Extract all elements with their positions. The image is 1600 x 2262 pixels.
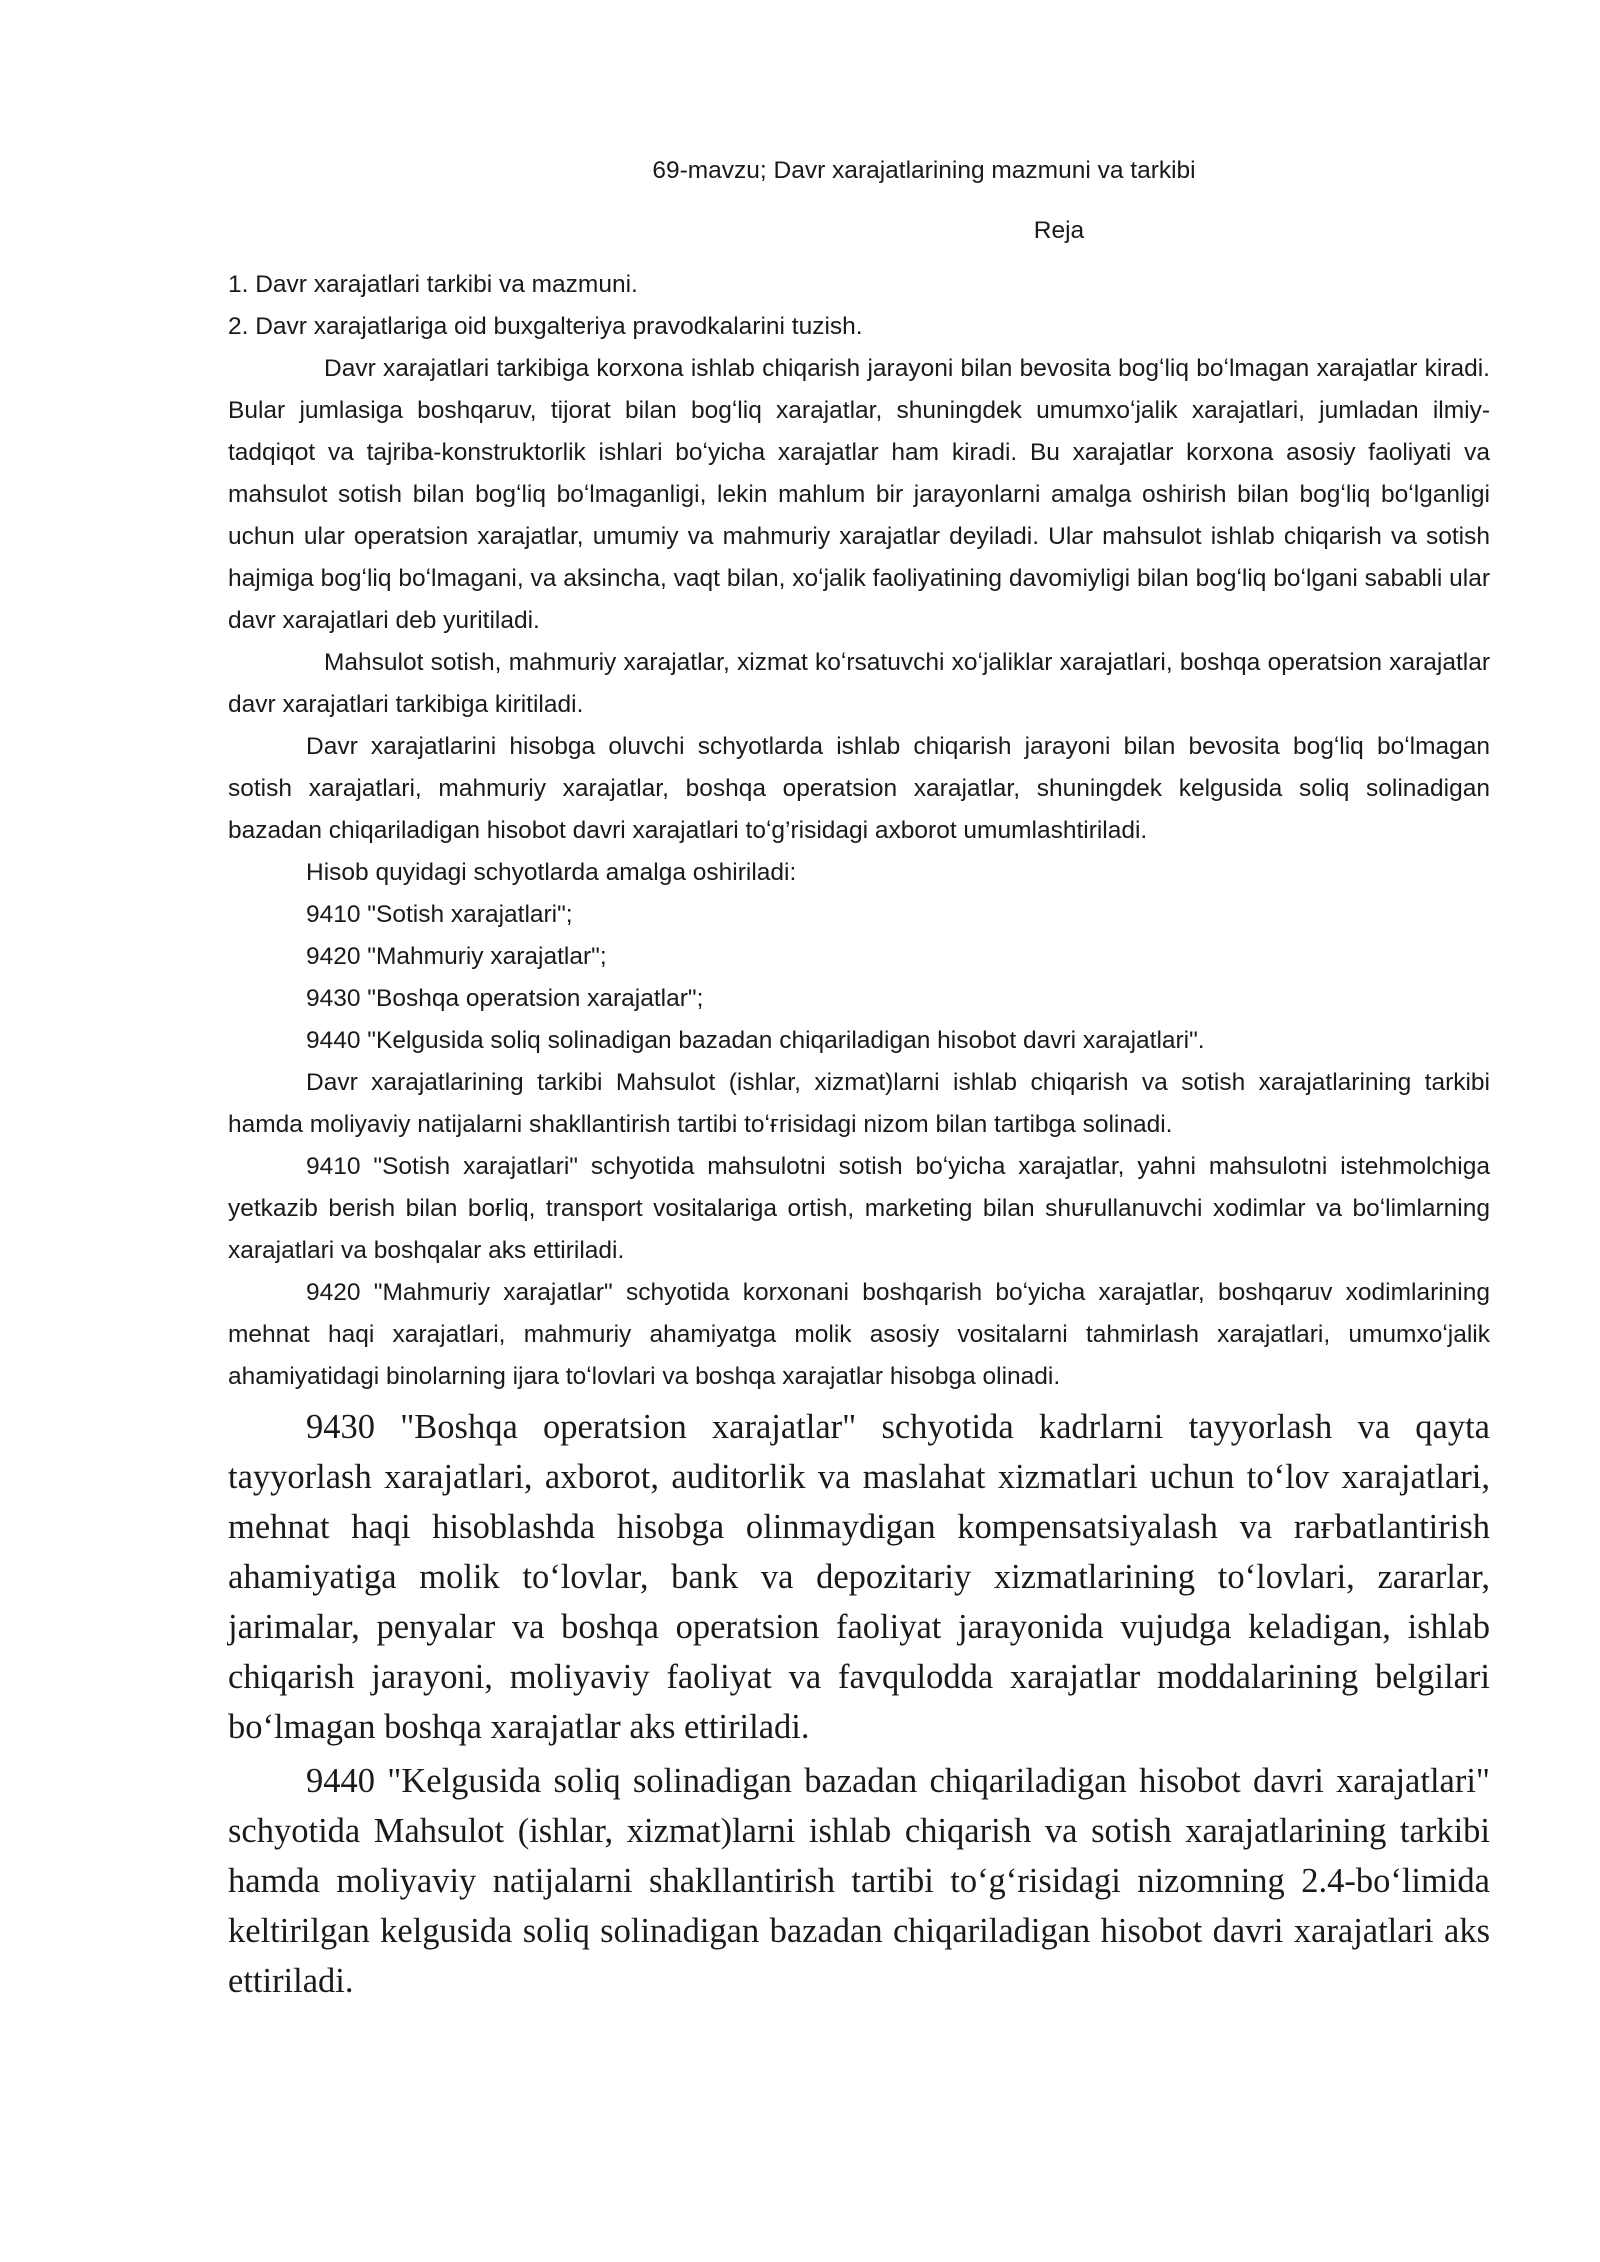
plan-item: 1. Davr xarajatlari tarkibi va mazmuni. xyxy=(228,271,638,298)
paragraph: 9440 "Kelgusida soliq solinadigan bazadan chiqariladigan hisobot davri xarajatlari" schyotida Mahsulot (ishlar, xizmat)larni ishlab chiqarish va sotish xarajatlarining tarkibi hamda moliyaviy natijalarni shakllantirish tartibi toʻgʻrisidagi nizomning 2.4-boʻlimida keltirilgan kelgusida soliq solinadigan bazadan chiqariladigan hisobot davri xarajatlari aks ettiriladi. xyxy=(228,1762,1490,2000)
plan-list xyxy=(228,264,1490,348)
paragraph: 9420 "Mahmuriy xarajatlar" schyotida korxonani boshqarish boʻyicha xarajatlar, boshqaruv xodimlarining mehnat haqi xarajatlari, mahmuriy ahamiyatga molik asosiy vositalarni tahmirlash xarajatlari, umumxoʻjalik ahamiyatidagi binolarning ijara toʻlovlari va boshqa xarajatlar hisobga olinadi. xyxy=(228,1279,1490,1390)
document-title: 69-mavzu; Davr xarajatlarining mazmuni va tarkibi xyxy=(652,157,1196,184)
account-item: 9440 "Kelgusida soliq solinadigan bazadan chiqariladigan hisobot davri xarajatlari". xyxy=(306,1027,1205,1054)
body-sans xyxy=(228,348,1490,1398)
paragraph: Hisob quyidagi schyotlarda amalga oshiriladi: xyxy=(306,859,797,886)
paragraph: Davr xarajatlarini hisobga oluvchi schyotlarda ishlab chiqarish jarayoni bilan bevosita bogʻliq boʻlmagan sotish xarajatlari, mahmuriy xarajatlar, boshqa operatsion xarajatlar, shuningdek kelgusida soliq solinadigan bazadan chiqariladigan hisobot davri xarajatlari toʻg’risidagi axborot umumlashtiriladi. xyxy=(228,733,1490,844)
document-subtitle: Reja xyxy=(1033,217,1085,244)
account-item: 9430 "Boshqa operatsion xarajatlar"; xyxy=(306,985,704,1012)
account-item: 9420 "Mahmuriy xarajatlar"; xyxy=(306,943,607,970)
paragraph: Davr xarajatlarining tarkibi Mahsulot (ishlar, xizmat)larni ishlab chiqarish va sotish xarajatlarining tarkibi hamda moliyaviy natijalarni shakllantirish tartibi toʻғrisidagi nizom bilan tartibga solinadi. xyxy=(228,1069,1490,1138)
paragraph: Mahsulot sotish, mahmuriy xarajatlar, xizmat koʻrsatuvchi xoʻjaliklar xarajatlari, boshqa operatsion xarajatlar davr xarajatlari tarkibiga kiritiladi. xyxy=(228,649,1490,718)
paragraph: 9410 "Sotish xarajatlari" schyotida mahsulotni sotish boʻyicha xarajatlar, yahni mahsulotni istehmolchiga yetkazib berish bilan boғliq, transport vositalariga ortish, marketing bilan shuғullanuvchi xodimlar va boʻlimlarning xarajatlari va boshqalar aks ettiriladi. xyxy=(228,1153,1490,1264)
account-item: 9410 "Sotish xarajatlari"; xyxy=(306,901,573,928)
body-serif xyxy=(228,1402,1490,2006)
document-page xyxy=(228,150,1490,2006)
plan-item: 2. Davr xarajatlariga oid buxgalteriya pravodkalarini tuzish. xyxy=(228,313,863,340)
paragraph: Davr xarajatlari tarkibiga korxona ishlab chiqarish jarayoni bilan bevosita bogʻliq boʻlmagan xarajatlar kiradi. Bular jumlasiga boshqaruv, tijorat bilan bogʻliq xarajatlar, shuningdek umumxoʻjalik xarajatlari, jumladan ilmiy-tadqiqot va tajriba-konstruktorlik ishlari boʻyicha xarajatlar ham kiradi. Bu xarajatlar korxona asosiy faoliyati va mahsulot sotish bilan bogʻliq boʻlmaganligi, lekin mahlum bir jarayonlarni amalga oshirish bilan bogʻliq boʻlganligi uchun ular operatsion xarajatlar, umumiy va mahmuriy xarajatlar deyiladi. Ular mahsulot ishlab chiqarish va sotish hajmiga bogʻliq boʻlmagani, va aksincha, vaqt bilan, xoʻjalik faoliyatining davomiyligi bilan bogʻliq boʻlgani sababli ular davr xarajatlari deb yuritiladi. xyxy=(228,355,1490,634)
paragraph: 9430 "Boshqa operatsion xarajatlar" schyotida kadrlarni tayyorlash va qayta tayyorlash xarajatlari, axborot, auditorlik va maslahat xizmatlari uchun toʻlov xarajatlari, mehnat haqi hisoblashda hisobga olinmaydigan kompensatsiyalash va raғbatlantirish ahamiyatiga molik toʻlovlar, bank va depozitariy xizmatlarining toʻlovlari, zararlar, jarimalar, penyalar va boshqa operatsion faoliyat jarayonida vujudga keladigan, ishlab chiqarish jarayoni, moliyaviy faoliyat va favqulodda xarajatlar moddalarining belgilari boʻlmagan boshqa xarajatlar aks ettiriladi. xyxy=(228,1408,1490,1746)
